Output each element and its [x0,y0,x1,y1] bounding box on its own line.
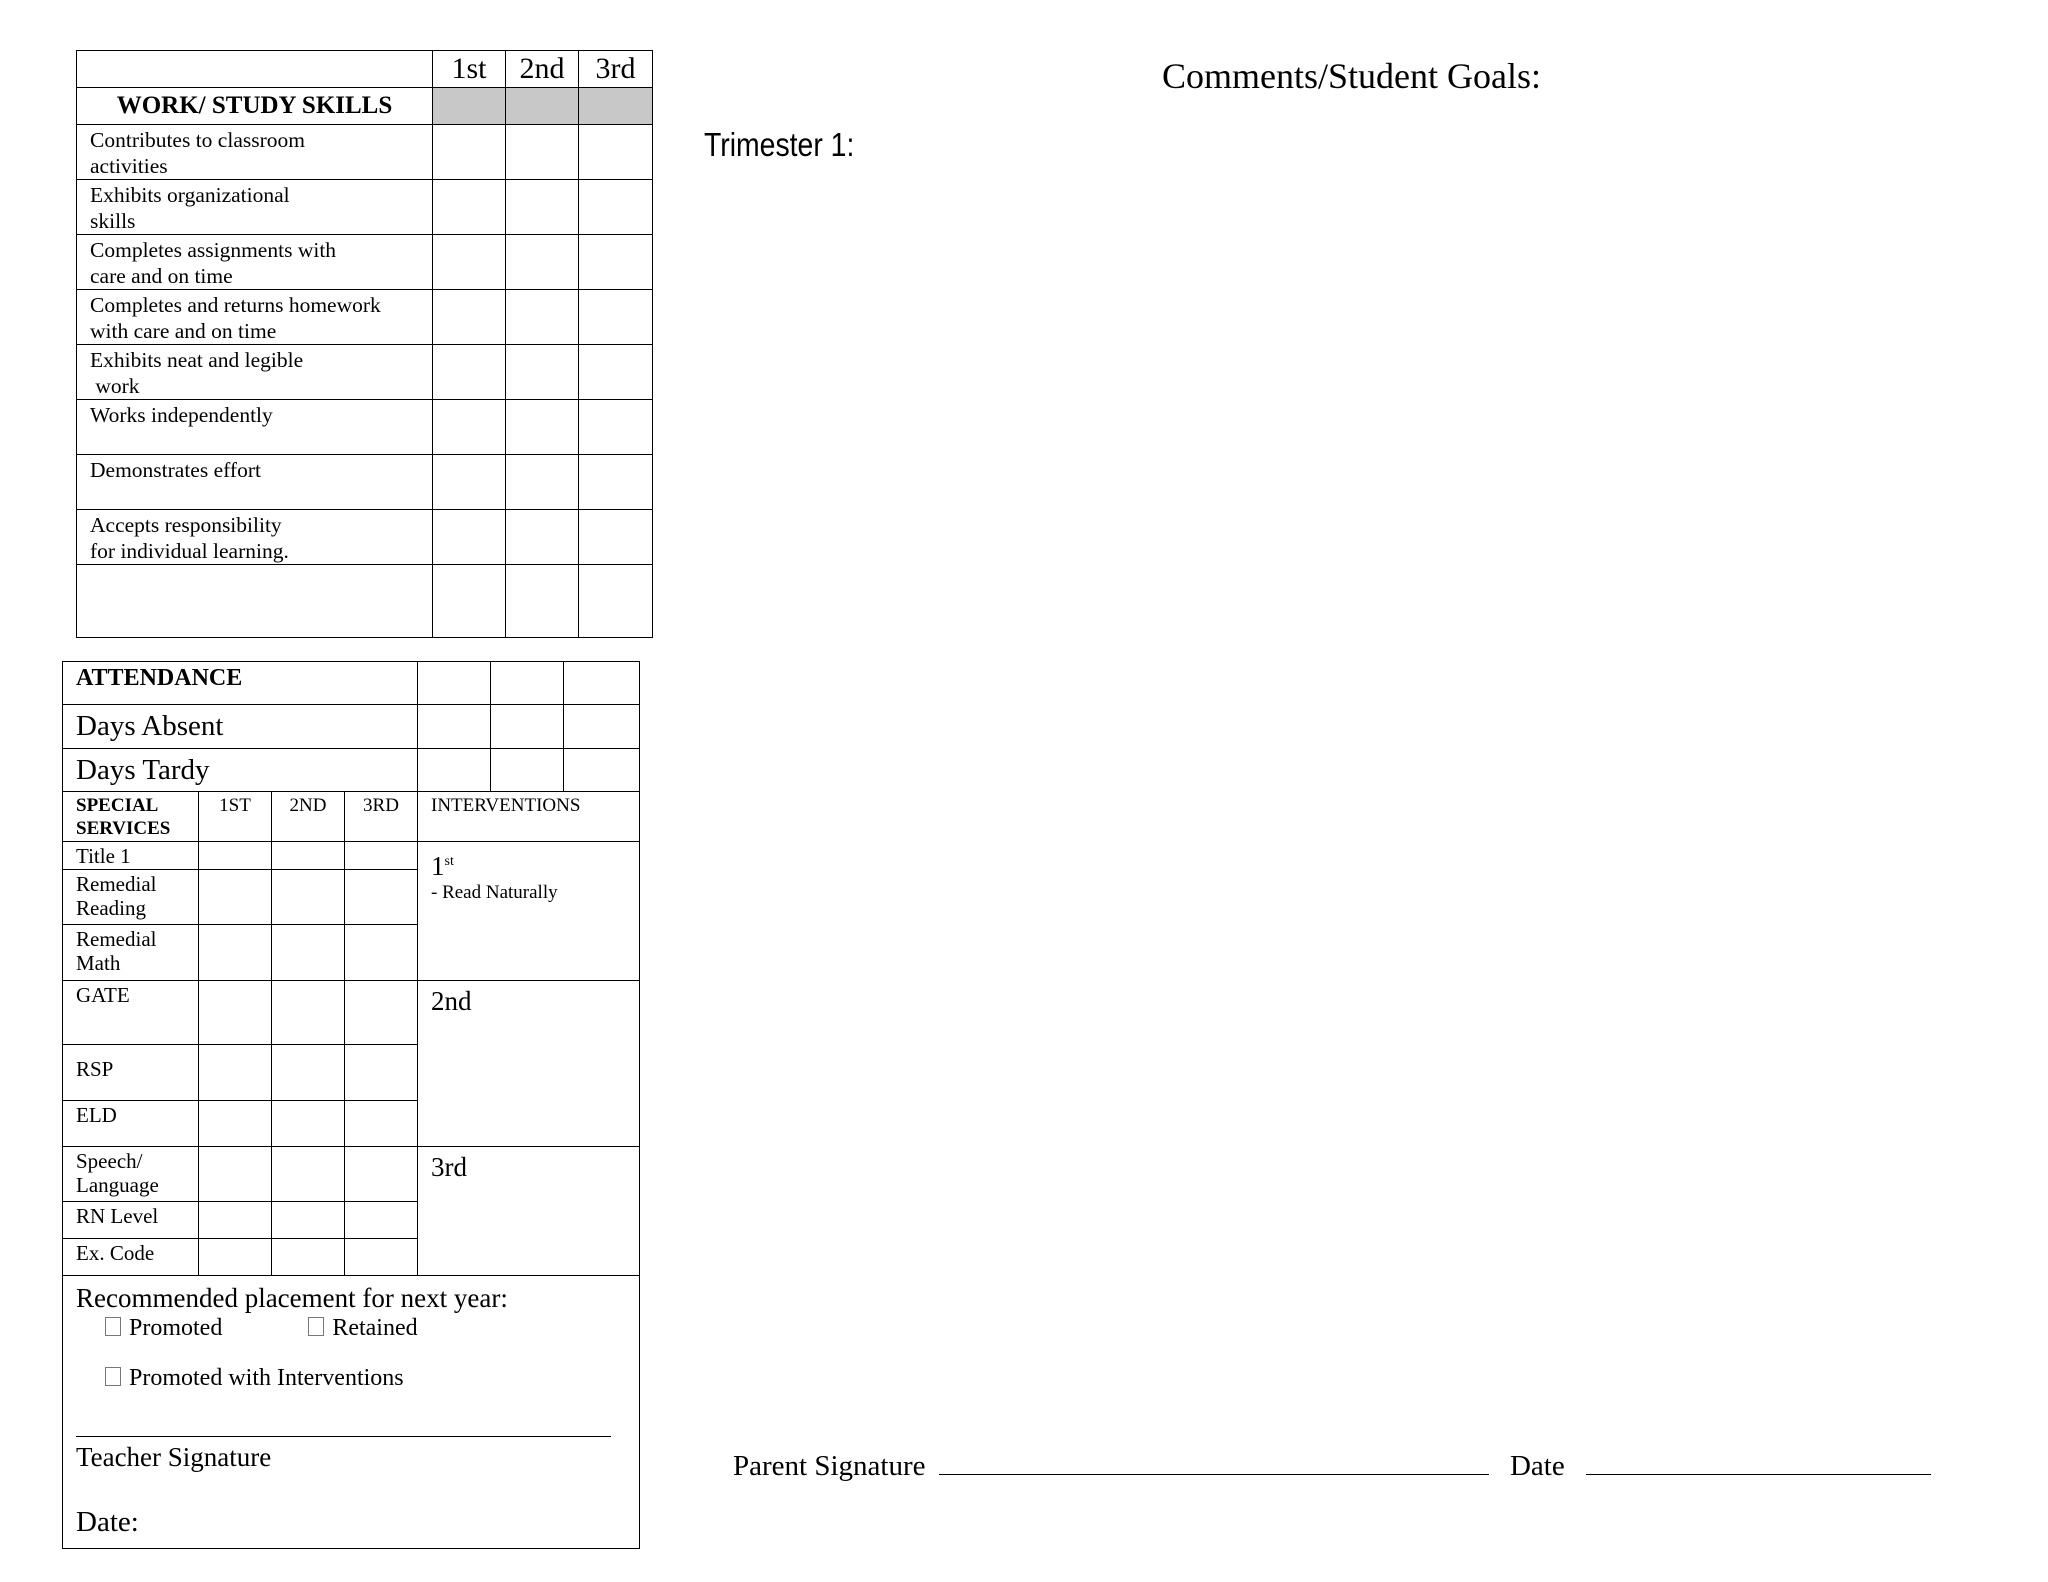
column-header-2nd: 2nd [506,51,579,88]
service-cell[interactable] [272,981,345,1045]
intervention-note: - Read Naturally [431,882,558,903]
grade-cell[interactable] [579,455,653,510]
service-row-label: GATE [63,981,199,1045]
work-study-title: WORK/ STUDY SKILLS [77,88,433,125]
checkbox-icon[interactable] [105,1317,121,1336]
grade-cell[interactable] [579,235,653,290]
promoted-option[interactable]: Promoted [105,1315,222,1341]
grade-cell[interactable] [433,180,506,235]
grade-cell[interactable] [433,235,506,290]
skill-row-label: Accepts responsibility for individual learning. [77,510,433,565]
service-cell[interactable] [345,870,418,925]
intervention-1st[interactable]: 1st - Read Naturally [418,842,640,981]
grade-cell[interactable] [579,180,653,235]
service-cell[interactable] [199,870,272,925]
service-cell[interactable] [272,1045,345,1101]
checkbox-icon[interactable] [105,1367,121,1386]
service-row-label: Speech/ Language [63,1147,199,1202]
days-absent-label: Days Absent [63,705,418,749]
grade-cell[interactable] [579,565,653,638]
comments-heading: Comments/Student Goals: [1162,56,1542,96]
service-cell[interactable] [345,981,418,1045]
attendance-cell[interactable] [418,662,491,705]
trimester-1-label: Trimester 1: [704,126,855,163]
column-header-3rd: 3rd [579,51,653,88]
service-cell[interactable] [199,1239,272,1276]
promoted-interventions-option[interactable]: Promoted with Interventions [76,1362,639,1394]
grade-cell[interactable] [506,180,579,235]
grade-cell[interactable] [579,345,653,400]
attendance-cell[interactable] [564,662,640,705]
services-col-2nd: 2ND [272,792,345,842]
service-cell[interactable] [199,1101,272,1147]
service-cell[interactable] [345,925,418,981]
skill-row-label: Exhibits neat and legible work [77,345,433,400]
teacher-signature-label: Teacher Signature [76,1442,272,1472]
intervention-3rd[interactable]: 3rd [418,1147,640,1276]
days-absent-cell[interactable] [564,705,640,749]
service-cell[interactable] [345,1239,418,1276]
shaded-cell [433,88,506,125]
service-cell[interactable] [199,1045,272,1101]
days-tardy-cell[interactable] [491,749,564,792]
service-row-label: Remedial Math [63,925,199,981]
service-cell[interactable] [272,1147,345,1202]
placement-heading: Recommended placement for next year: [76,1283,508,1313]
service-row-label: RSP [63,1045,199,1101]
grade-cell[interactable] [506,290,579,345]
parent-date-label: Date [1509,1450,1565,1482]
days-tardy-label: Days Tardy [63,749,418,792]
grade-cell[interactable] [506,125,579,180]
grade-cell[interactable] [433,125,506,180]
teacher-signature-line[interactable] [76,1436,611,1437]
service-cell[interactable] [345,842,418,870]
skill-row-label: Works independently [77,400,433,455]
column-header-1st: 1st [433,51,506,88]
interventions-header: INTERVENTIONS [418,792,640,842]
service-cell[interactable] [199,925,272,981]
grade-cell[interactable] [433,455,506,510]
retained-option[interactable]: Retained [308,1315,417,1341]
service-cell[interactable] [272,1239,345,1276]
service-cell[interactable] [199,1202,272,1239]
parent-date-line[interactable] [1586,1448,1931,1475]
service-row-label: Remedial Reading [63,870,199,925]
service-cell[interactable] [272,842,345,870]
service-row-label: Title 1 [63,842,199,870]
grade-cell[interactable] [506,455,579,510]
skill-row-label: Contributes to classroom activities [77,125,433,180]
service-row-label: RN Level [63,1202,199,1239]
shaded-cell [506,88,579,125]
blank-skill-row[interactable] [77,565,433,638]
service-cell[interactable] [345,1045,418,1101]
grade-cell[interactable] [579,400,653,455]
service-row-label: Ex. Code [63,1239,199,1276]
grade-cell[interactable] [433,400,506,455]
grade-cell[interactable] [506,565,579,638]
intervention-2nd[interactable]: 2nd [418,981,640,1147]
services-col-3rd: 3RD [345,792,418,842]
grade-cell[interactable] [506,400,579,455]
grade-cell[interactable] [433,345,506,400]
service-cell[interactable] [272,925,345,981]
grade-cell[interactable] [433,510,506,565]
grade-cell[interactable] [506,345,579,400]
service-cell[interactable] [345,1147,418,1202]
service-row-label: ELD [63,1101,199,1147]
service-cell[interactable] [345,1101,418,1147]
parent-signature-row [733,1448,1931,1483]
parent-signature-label: Parent Signature [733,1450,926,1482]
grade-cell[interactable] [433,565,506,638]
parent-signature-line[interactable] [939,1448,1489,1475]
service-cell[interactable] [272,1202,345,1239]
attendance-cell[interactable] [491,662,564,705]
service-cell[interactable] [272,1101,345,1147]
days-absent-cell[interactable] [418,705,491,749]
days-absent-cell[interactable] [491,705,564,749]
work-study-skills-table [76,50,653,638]
service-cell[interactable] [199,1147,272,1202]
service-cell[interactable] [199,842,272,870]
grade-cell[interactable] [579,290,653,345]
service-cell[interactable] [345,1202,418,1239]
teacher-date-label: Date: [76,1506,139,1538]
attendance-title: ATTENDANCE [63,662,418,705]
grade-cell[interactable] [433,290,506,345]
header-blank-cell [77,51,433,88]
service-cell[interactable] [199,981,272,1045]
attendance-services-table [62,661,640,1549]
shaded-cell [579,88,653,125]
grade-cell[interactable] [506,510,579,565]
days-tardy-cell[interactable] [418,749,491,792]
skill-row-label: Completes assignments with care and on time [77,235,433,290]
services-col-1st: 1ST [199,792,272,842]
placement-section [63,1276,640,1549]
special-services-title: SPECIAL SERVICES [63,792,199,842]
skill-row-label: Exhibits organizational skills [77,180,433,235]
skill-row-label: Completes and returns homework with care and on time [77,290,433,345]
checkbox-icon[interactable] [308,1317,324,1336]
service-cell[interactable] [272,870,345,925]
skill-row-label: Demonstrates effort [77,455,433,510]
grade-cell[interactable] [579,125,653,180]
grade-cell[interactable] [506,235,579,290]
grade-cell[interactable] [579,510,653,565]
days-tardy-cell[interactable] [564,749,640,792]
